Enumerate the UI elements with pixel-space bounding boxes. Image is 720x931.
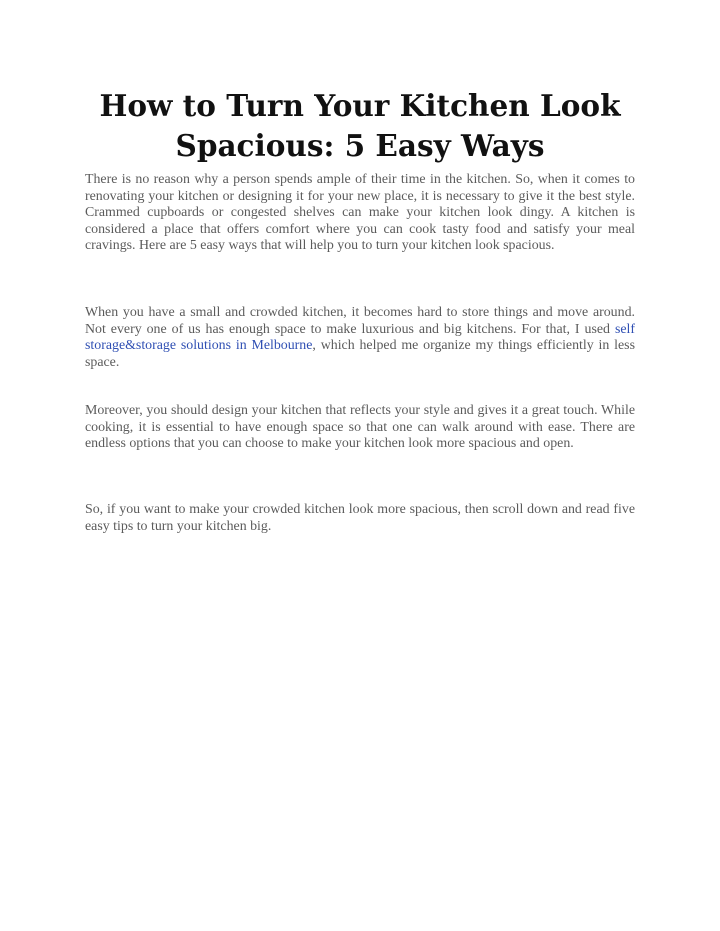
storage-solutions-link[interactable]: self storage&storage solutions in Melbourne (85, 321, 635, 353)
closing-paragraph: So, if you want to make your crowded kitchen look more spacious, then scroll down and read five easy tips to turn your kitchen big. (85, 502, 635, 534)
intro-paragraph: There is no reason why a person spends ample of their time in the kitchen. So, when it comes to renovating your kitchen or designing it for your new place, it is necessary to give it the best style. Crammed cupboards or congested shelves can make your kitchen look dingy. A kitchen is considered a place that offers comfort where you can cook tasty food and satisfy your meal cravings. Here are 5 easy ways that will help you to turn your kitchen look spacious. (85, 172, 635, 253)
storage-paragraph-text-after: , which helped me organize my things efficiently in less space. (85, 338, 635, 370)
storage-paragraph-text-before: When you have a small and crowded kitchen, it becomes hard to store things and move around. Not every one of us has enough space to make luxurious and big kitchens. For that, I used (85, 305, 635, 337)
page-title: How to Turn Your Kitchen Look Spacious: 5 Easy Ways (99, 88, 621, 163)
design-paragraph: Moreover, you should design your kitchen that reflects your style and gives it a great touch. While cooking, it is essential to have enough space so that one can walk around with ease. There are endless options that you can choose to make your kitchen look more spacious and open. (85, 403, 635, 451)
storage-paragraph (85, 305, 635, 371)
